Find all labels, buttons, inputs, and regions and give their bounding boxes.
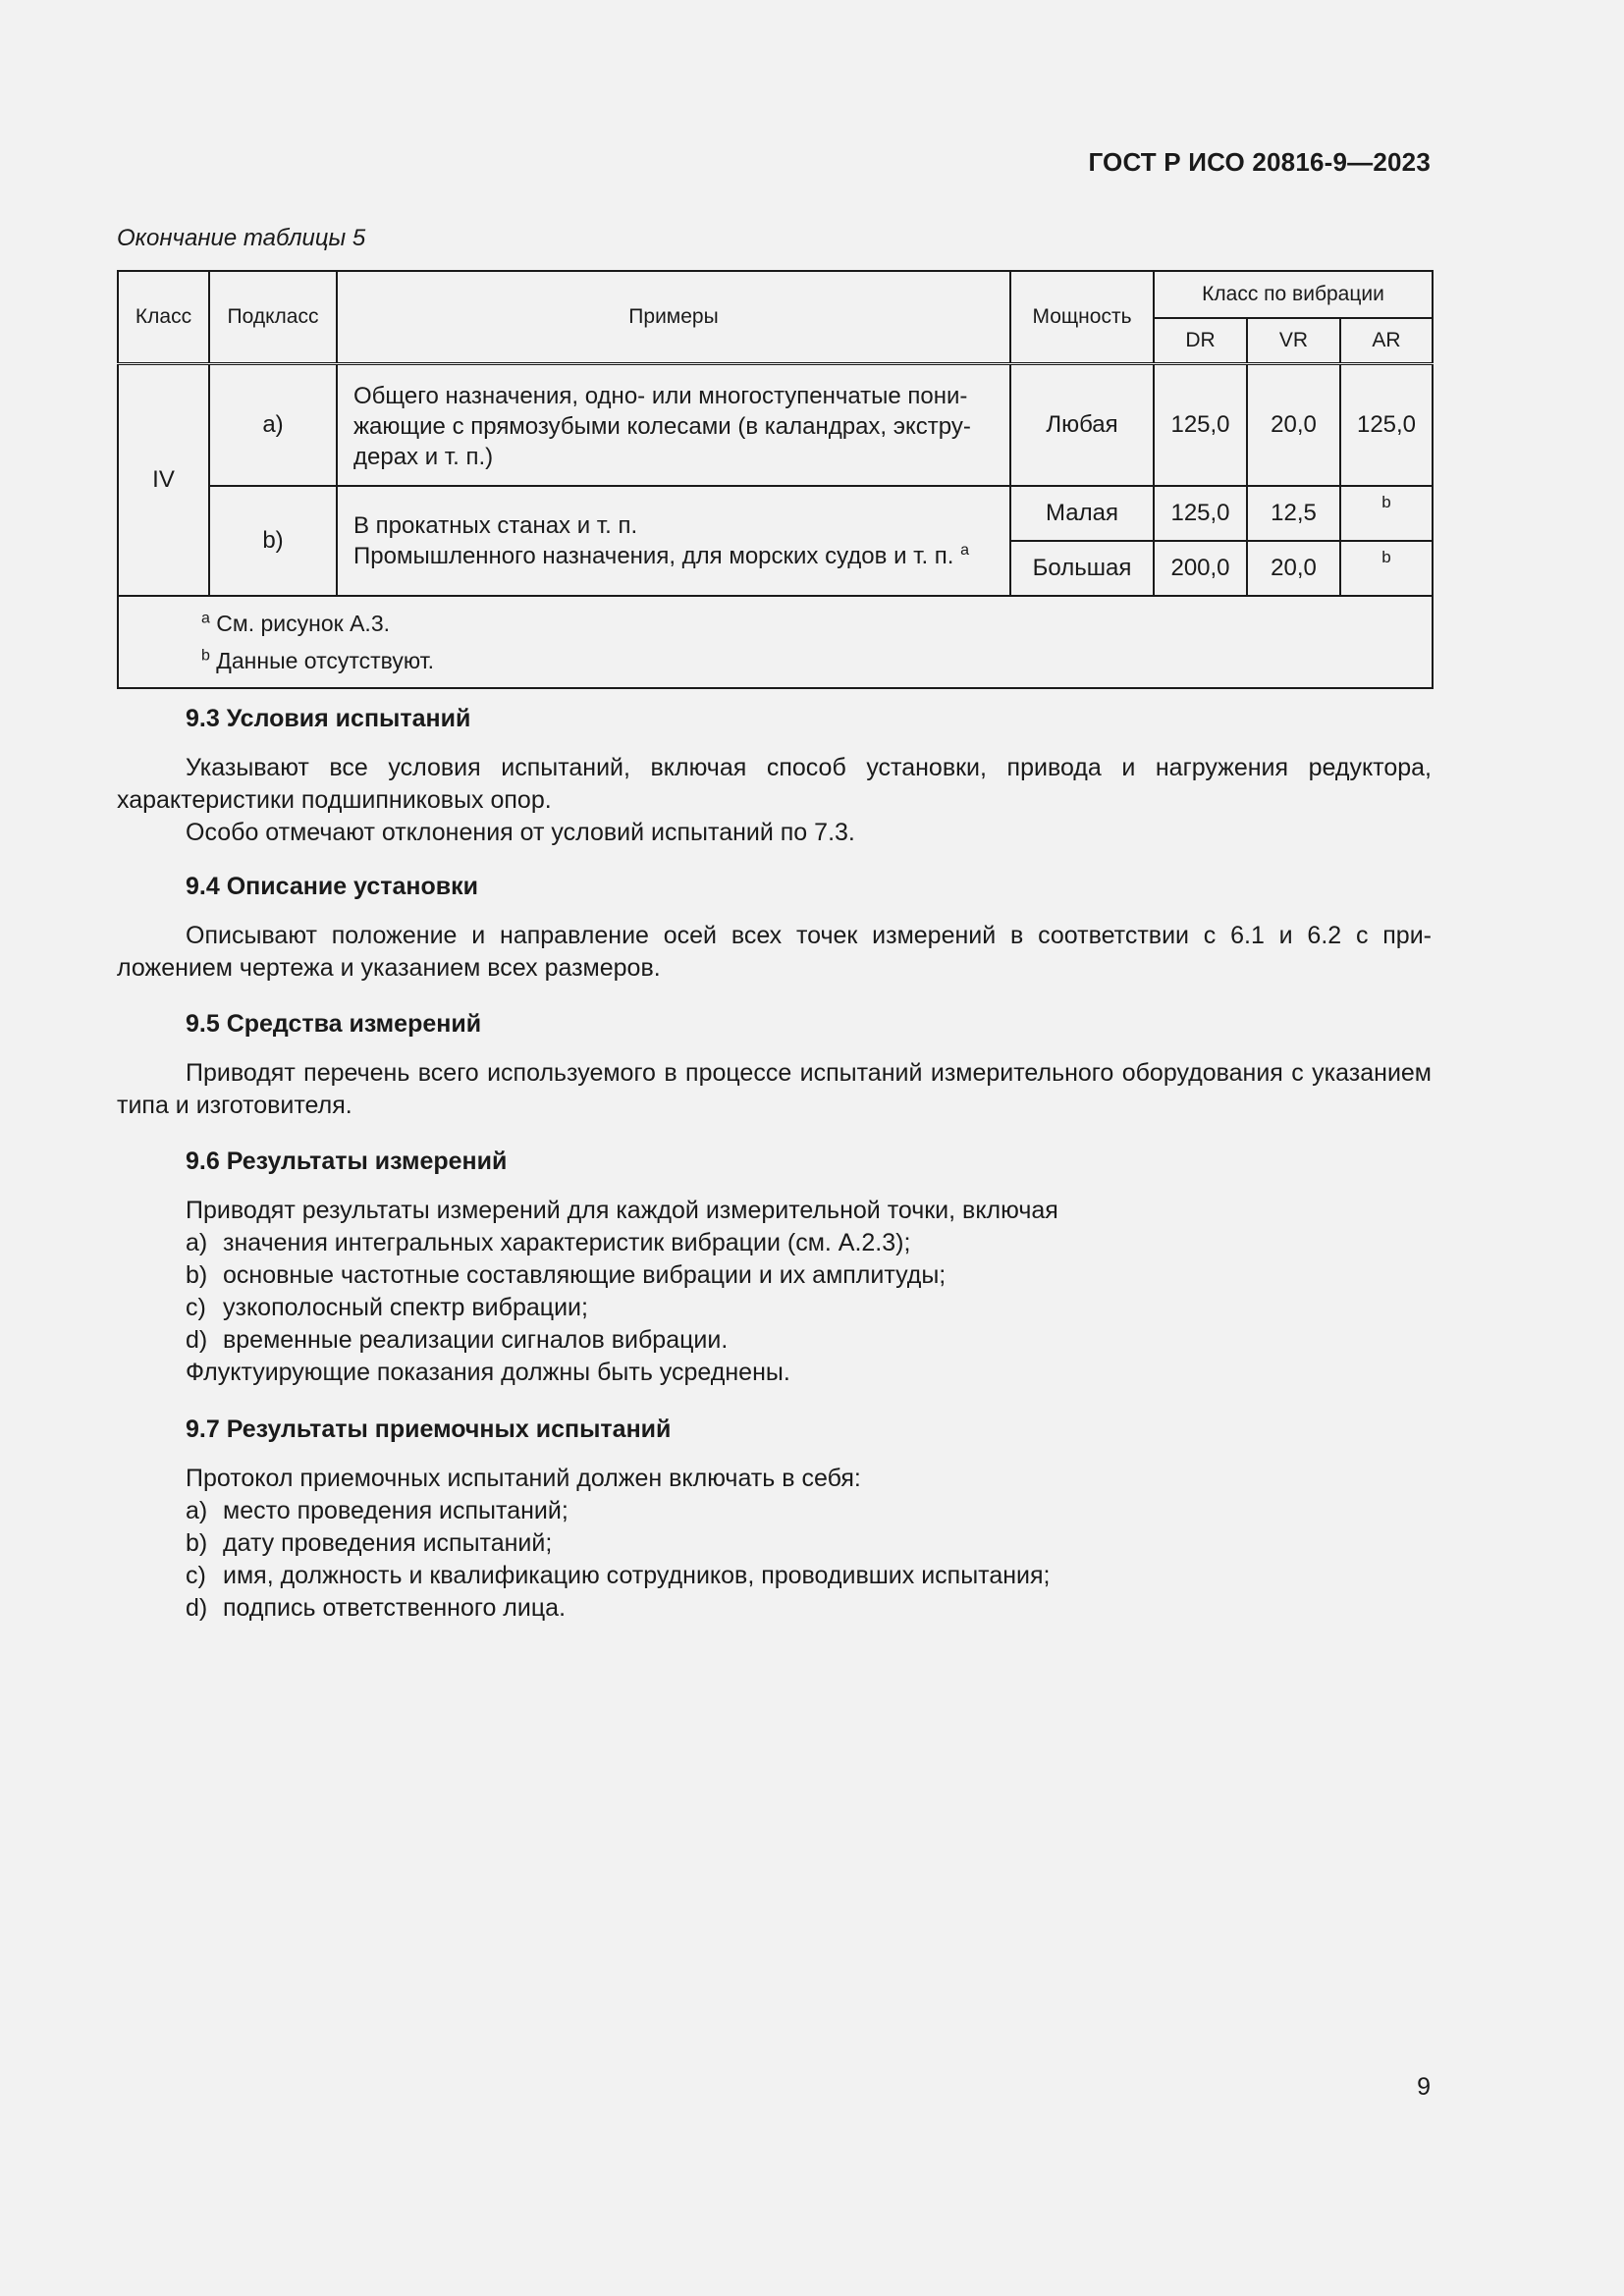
footnote-text: Данные отсутствуют. [216,648,434,673]
footnote-mark: a [960,542,970,559]
header-examples: Примеры [337,271,1010,364]
section-title: 9.5 Средства измерений [186,1010,482,1038]
table-row [118,364,1433,487]
section-title: 9.3 Условия испытаний [186,705,471,732]
list-item [117,1495,1432,1527]
footnote [201,605,1420,642]
header-vr: VR [1247,318,1340,364]
paragraph: Указывают все условия испытаний, включая способ установки, привода и нагружения редуктора, характеристики подшипниковых опор. [117,754,1432,814]
section-title: 9.6 Результаты измерений [186,1148,508,1175]
header-power: Мощность [1010,271,1154,364]
header-class: Класс [118,271,209,364]
examples-line: дерах и т. п.) [353,443,494,470]
examples-line: В прокатных станах и т. п. [353,512,638,539]
paragraph: Особо отмечают отклонения от условий испытаний по 7.3. [186,819,855,846]
document-id: ГОСТ Р ИСО 20816-9—2023 [1088,147,1431,177]
list-item [117,1592,1432,1625]
paragraph: Протокол приемочных испытаний должен включать в себя: [186,1465,861,1492]
class-cell: IV [118,364,209,597]
list-marker: b) [186,1261,208,1289]
ar-cell: 125,0 [1340,364,1433,487]
list-marker: c) [186,1562,206,1589]
list-text: временные реализации сигналов вибрации. [223,1326,729,1354]
section-9-5 [117,1008,1432,1122]
list-text: место проведения испытаний; [223,1497,568,1524]
examples-cell [337,486,1010,596]
examples-line: Общего назначения, одно- или многоступенчатые пони- [353,382,968,409]
list-text: основные частотные составляющие вибрации и их амплитуды; [223,1261,947,1289]
section-9-3 [117,703,1432,849]
list-item [117,1292,1432,1324]
footnote-mark: a [201,610,210,627]
list-text: имя, должность и квалификацию сотрудников, проводивших испытания; [223,1562,1051,1589]
power-cell: Малая [1010,486,1154,541]
examples-line: Промышленного назначения, для морских судов и т. п. [353,543,954,569]
power-cell: Любая [1010,364,1154,487]
list-marker: c) [186,1294,206,1321]
list-item [117,1259,1432,1292]
ar-note-cell: b [1340,541,1433,596]
vr-cell: 20,0 [1247,541,1340,596]
vibration-class-table [117,270,1434,689]
list-marker: b) [186,1529,208,1557]
list-item [117,1324,1432,1357]
dr-cell: 125,0 [1154,486,1247,541]
list-item [117,1227,1432,1259]
header-subclass: Подкласс [209,271,337,364]
list-text: значения интегральных характеристик вибрации (см. А.2.3); [223,1229,911,1256]
list-text: дату проведения испытаний; [223,1529,553,1557]
list-text: узкополосный спектр вибрации; [223,1294,588,1321]
paragraph: Описывают положение и направление осей всех точек измерений в соответствии с 6.1 и 6.2 с при-ложением чертежа и указанием всех размеров. [117,922,1432,982]
examples-line: жающие с прямозубыми колесами (в каландрах, экстру- [353,412,971,440]
dr-cell: 200,0 [1154,541,1247,596]
footnote-text: См. рисунок А.3. [216,611,390,636]
header-dr: DR [1154,318,1247,364]
list-marker: a) [186,1229,208,1256]
paragraph: Приводят результаты измерений для каждой измерительной точки, включая [186,1197,1058,1224]
subclass-cell: a) [209,364,337,487]
list-item [117,1560,1432,1592]
header-vibration-class: Класс по вибрации [1154,271,1433,318]
footnotes-row [118,596,1433,688]
paragraph: Флуктуирующие показания должны быть усреднены. [186,1359,790,1386]
vr-cell: 12,5 [1247,486,1340,541]
section-9-4 [117,871,1432,985]
footnotes-cell [118,596,1433,688]
footnote [201,642,1420,679]
paragraph: Приводят перечень всего используемого в процессе испытаний измерительного оборудования с указанием типа и изготовителя. [117,1059,1432,1119]
list-text: подпись ответственного лица. [223,1594,567,1622]
table-caption: Окончание таблицы 5 [117,225,366,251]
vr-cell: 20,0 [1247,364,1340,487]
section-title: 9.7 Результаты приемочных испытаний [186,1415,672,1443]
table-row [118,486,1433,541]
list-marker: a) [186,1497,208,1524]
section-9-6 [117,1146,1432,1389]
ar-note-cell: b [1340,486,1433,541]
list-marker: d) [186,1326,208,1354]
section-9-7 [117,1414,1432,1625]
header-ar: AR [1340,318,1433,364]
power-cell: Большая [1010,541,1154,596]
list-item [117,1527,1432,1560]
section-title: 9.4 Описание установки [186,873,478,900]
list-marker: d) [186,1594,208,1622]
subclass-cell: b) [209,486,337,596]
examples-cell [337,364,1010,487]
dr-cell: 125,0 [1154,364,1247,487]
page-number: 9 [1417,2073,1431,2101]
footnote-mark: b [201,647,210,665]
